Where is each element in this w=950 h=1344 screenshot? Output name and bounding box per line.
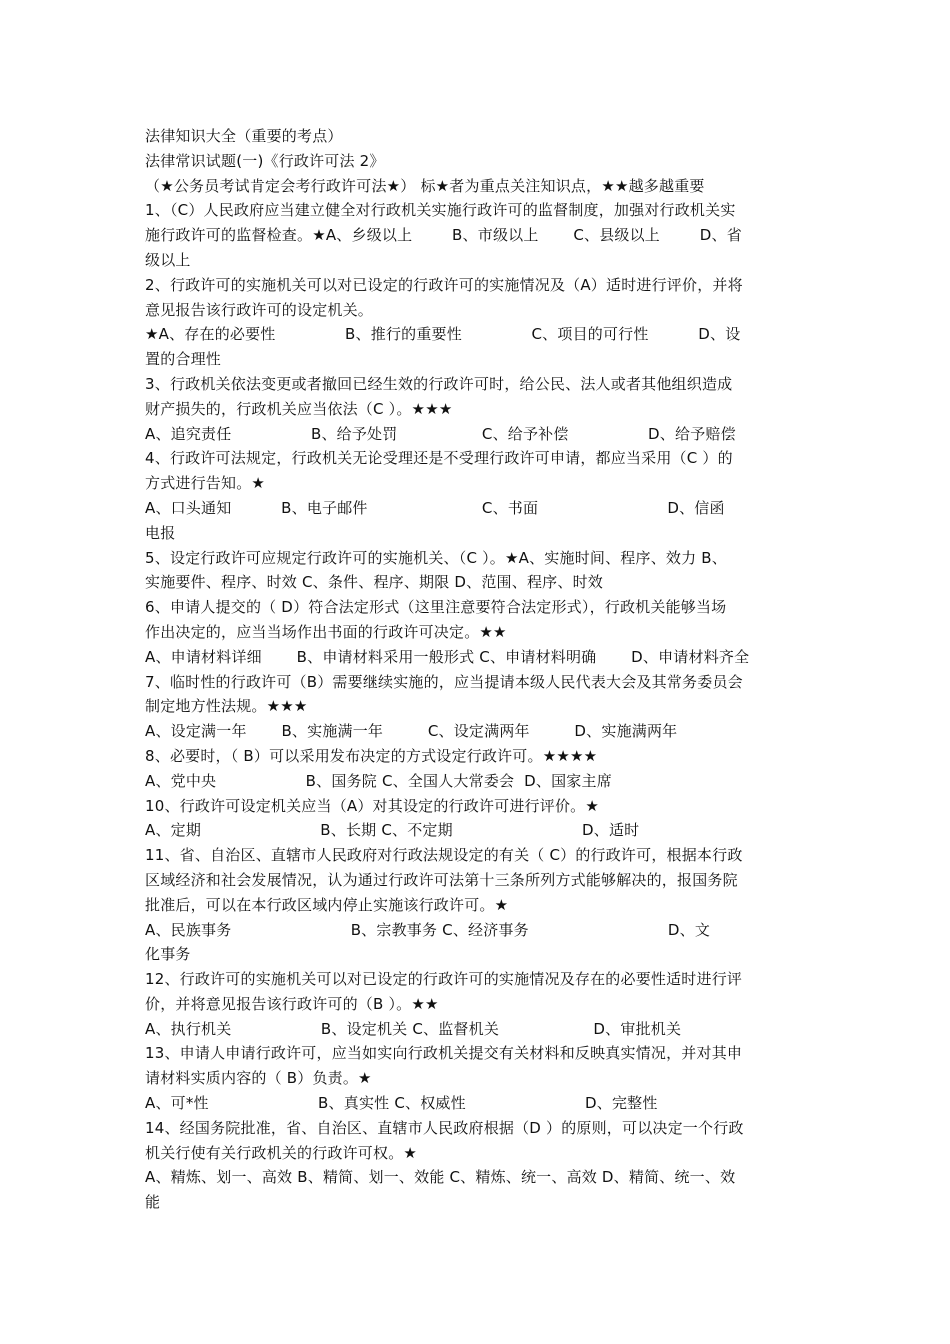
text-line: 化事务 (145, 945, 191, 964)
text-line: 5、设定行政许可应规定行政许可的实施机关、（C ）。★A、实施时间、程序、效力 B、 (145, 548, 727, 567)
text-line: 制定地方性法规。★★★ (145, 697, 308, 716)
text-line: A、定期 B、长期 C、不定期 D、适时 (145, 821, 640, 840)
text-line: 财产损失的，行政机关应当依法（C ）。★★★ (145, 399, 453, 418)
text-line: 14、经国务院批准，省、自治区、直辖市人民政府根据（D ）的原则，可以决定一个行政 (145, 1118, 744, 1137)
text-line: 价，并将意见报告该行政许可的（B ）。★★ (145, 994, 439, 1013)
document-body (145, 124, 810, 1215)
text-line: 1、（C）人民政府应当建立健全对行政机关实施行政许可的监督制度，加强对行政机关实 (145, 201, 736, 220)
text-line: 级以上 (145, 250, 191, 269)
text-line: A、可*性 B、真实性 C、权威性 D、完整性 (145, 1094, 658, 1113)
text-line: 法律知识大全（重要的考点） (145, 127, 343, 145)
text-line: 4、行政许可法规定，行政机关无论受理还是不受理行政许可申请，都应当采用（C ）的 (145, 449, 733, 468)
text-line: 方式进行告知。★ (145, 474, 266, 493)
text-line: A、口头通知 B、电子邮件 C、书面 D、信函 (145, 498, 725, 517)
text-line: 能 (145, 1193, 161, 1212)
text-line: A、精炼、划一、高效 B、精简、划一、效能 C、精炼、统一、高效 D、精简、统一、效 (145, 1168, 736, 1187)
text-line: 作出决定的，应当当场作出书面的行政许可决定。★★ (145, 622, 507, 641)
text-line: A、执行机关 B、设定机关 C、监督机关 D、审批机关 (145, 1019, 682, 1038)
text-line: 6、申请人提交的（ D）符合法定形式（这里注意要符合法定形式），行政机关能够当场 (145, 598, 727, 617)
text-line: 施行政许可的监督检查。★A、乡级以上 B、市级以上 C、县级以上 D、省 (145, 226, 742, 245)
text-line: 10、行政许可设定机关应当（A）对其设定的行政许可进行评价。★ (145, 796, 599, 815)
text-line: A、申请材料详细 B、申请材料采用一般形式 C、申请材料明确 D、申请材料齐全 (145, 647, 750, 666)
text-line: A、追究责任 B、给予处罚 C、给予补偿 D、给予赔偿 (145, 424, 736, 443)
text-line: ★A、存在的必要性 B、推行的重要性 C、项目的可行性 D、设 (145, 325, 741, 344)
text-line: A、民族事务 B、宗教事务 C、经济事务 D、文 (145, 920, 711, 939)
text-line: 11、省、自治区、直辖市人民政府对行政法规设定的有关（ C）的行政许可，根据本行政 (145, 846, 743, 865)
text-line: A、党中央 B、国务院 C、全国人大常委会 D、国家主席 (145, 771, 612, 790)
text-line: （★公务员考试肯定会考行政许可法★） 标★者为重点关注知识点，★★越多越重要 (145, 176, 705, 195)
text-line: 区域经济和社会发展情况，认为通过行政许可法第十三条所列方式能够解决的，报国务院 (145, 870, 738, 889)
text-line: 置的合理性 (145, 350, 222, 369)
text-line: 意见报告该行政许可的设定机关。 (145, 300, 374, 319)
text-line: 13、申请人申请行政许可，应当如实向行政机关提交有关材料和反映真实情况，并对其申 (145, 1044, 743, 1063)
text-line: 7、临时性的行政许可（B）需要继续实施的，应当提请本级人民代表大会及其常务委员会 (145, 672, 743, 691)
text-line: 实施要件、程序、时效 C、条件、程序、期限 D、范围、程序、时效 (145, 573, 603, 592)
text-line: 电报 (145, 523, 176, 542)
text-line: 机关行使有关行政机关的行政许可权。★ (145, 1143, 418, 1162)
text-line: 法律常识试题(一)《行政许可法 2》 (145, 151, 385, 170)
text-line: 3、行政机关依法变更或者撤回已经生效的行政许可时，给公民、法人或者其他组织造成 (145, 374, 733, 393)
text-line: 批准后，可以在本行政区域内停止实施该行政许可。★ (145, 895, 509, 914)
text-line: 12、行政许可的实施机关可以对已设定的行政许可的实施情况及存在的必要性适时进行评 (145, 970, 743, 989)
text-line: A、设定满一年 B、实施满一年 C、设定满两年 D、实施满两年 (145, 722, 678, 741)
text-line: 请材料实质内容的（ B）负责。★ (145, 1069, 372, 1088)
text-line: 2、行政许可的实施机关可以对已设定的行政许可的实施情况及（A）适时进行评价，并将 (145, 275, 743, 294)
text-line: 8、必要时，（ B）可以采用发布决定的方式设定行政许可。★★★★ (145, 746, 598, 765)
